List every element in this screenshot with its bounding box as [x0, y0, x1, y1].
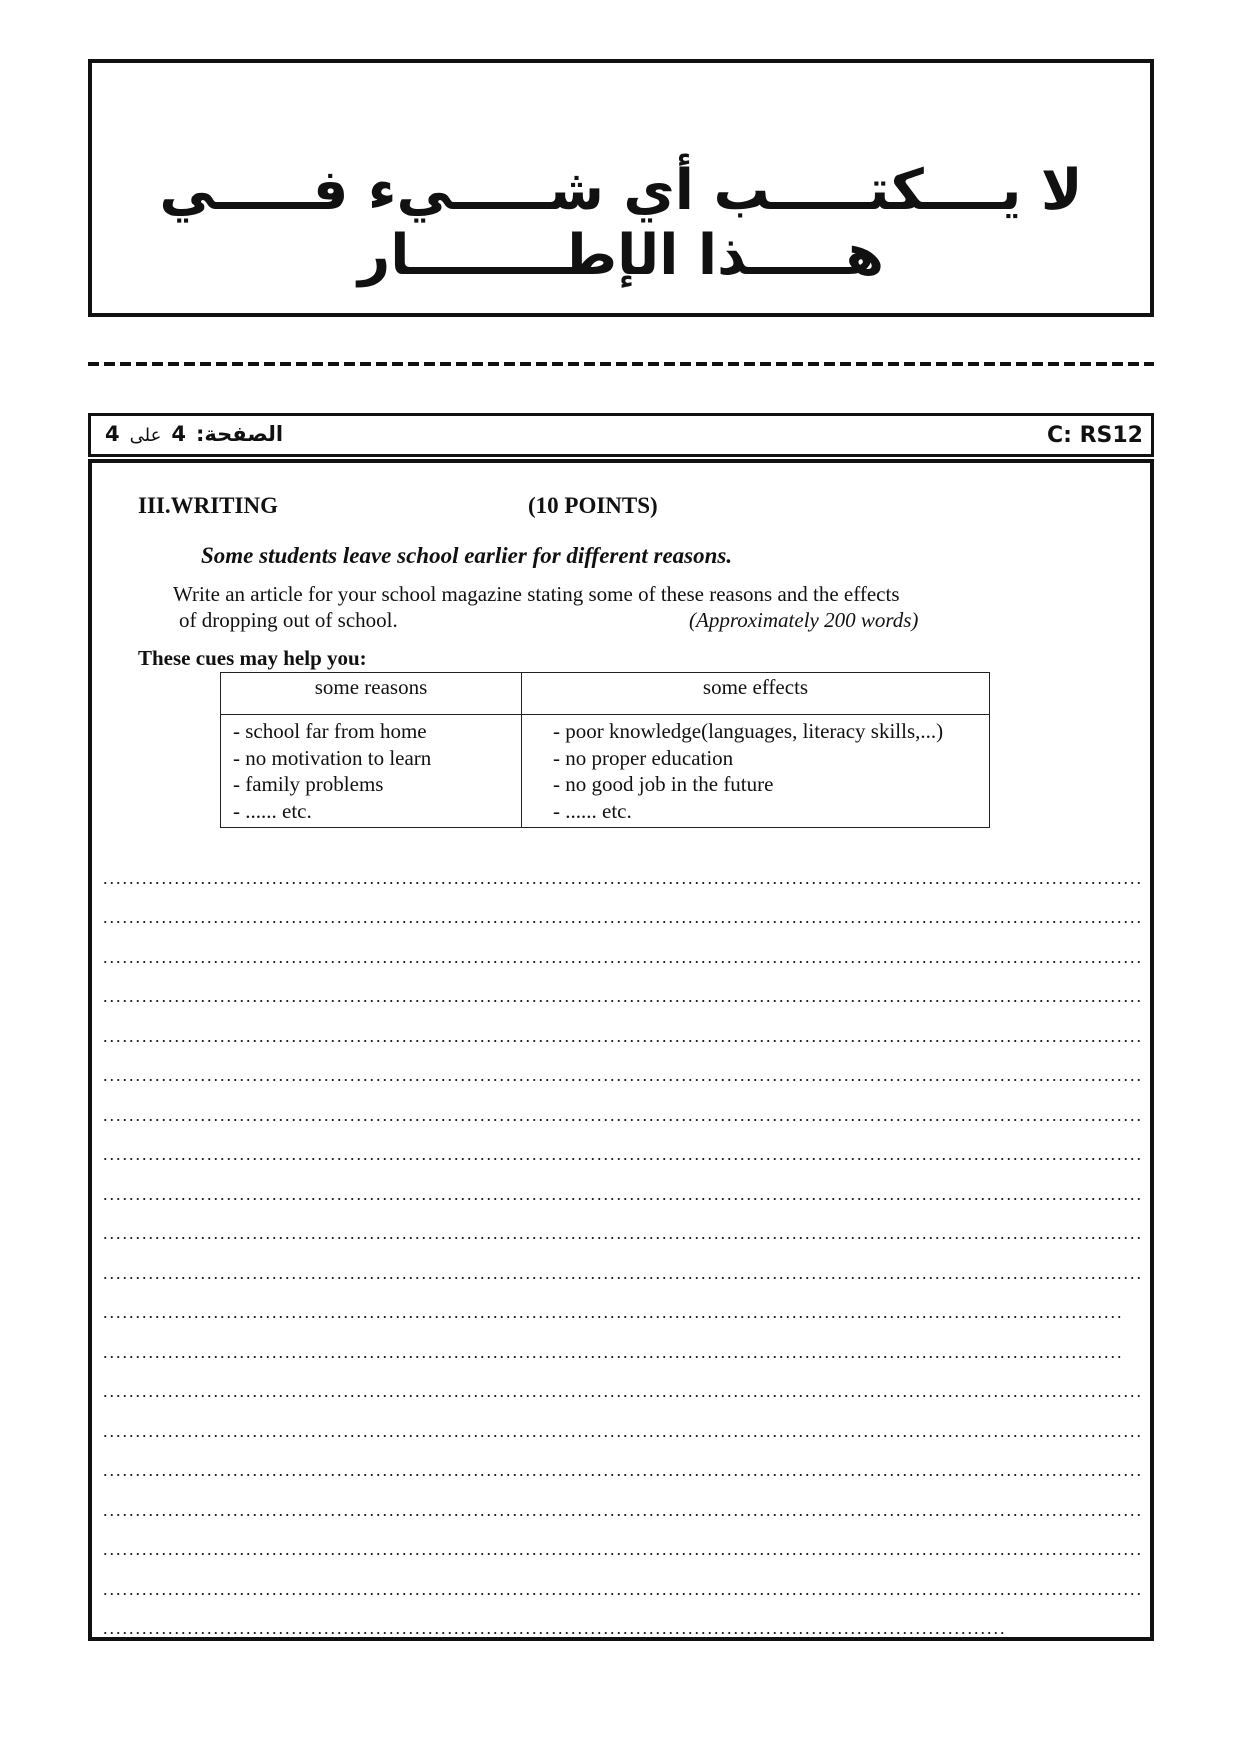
- answer-line[interactable]: [102, 1328, 1142, 1368]
- page-total: 4: [105, 422, 120, 446]
- answer-line[interactable]: [102, 1052, 1142, 1092]
- section-points: (10 POINTS): [528, 493, 658, 518]
- instruction-line-1: Write an article for your school magazine stating some of these reasons and the effects: [173, 582, 900, 606]
- answer-line[interactable]: [102, 1605, 1142, 1645]
- answer-line[interactable]: [102, 854, 1142, 894]
- page-of-label: على: [129, 425, 162, 446]
- answer-line[interactable]: [102, 1289, 1142, 1329]
- reason-item: - ...... etc.: [233, 798, 312, 823]
- answer-line[interactable]: [102, 1565, 1142, 1605]
- effect-item: - no proper education: [553, 745, 734, 770]
- effect-item: - poor knowledge(languages, literacy skills,...): [553, 719, 944, 743]
- answer-line[interactable]: [102, 1170, 1142, 1210]
- answer-line[interactable]: [102, 1526, 1142, 1566]
- page-header-bar: [88, 413, 1154, 457]
- cues-label: These cues may help you:: [138, 646, 367, 670]
- reason-item: - family problems: [233, 772, 384, 796]
- effects-cell: [522, 715, 990, 828]
- header-effects: some effects: [522, 673, 990, 715]
- answer-line[interactable]: [102, 973, 1142, 1013]
- exam-code: C: RS12: [1046, 423, 1143, 448]
- word-count-note: (Approximately 200 words): [689, 608, 919, 632]
- writing-section-box: [88, 459, 1154, 1641]
- answer-line[interactable]: [102, 1012, 1142, 1052]
- reasons-cell: [221, 715, 522, 828]
- reason-item: - school far from home: [233, 719, 427, 743]
- no-writing-box: [88, 59, 1154, 317]
- effect-item: - ...... etc.: [553, 798, 632, 823]
- answer-line[interactable]: [102, 1210, 1142, 1250]
- section-title: III.WRITING: [138, 493, 278, 518]
- answer-line[interactable]: [102, 894, 1142, 934]
- instruction-line-2: of dropping out of school.: [179, 608, 398, 632]
- answer-line[interactable]: [102, 1486, 1142, 1526]
- answer-line[interactable]: [102, 1131, 1142, 1171]
- answer-line[interactable]: [102, 1249, 1142, 1289]
- answer-line[interactable]: [102, 1368, 1142, 1408]
- header-reasons: some reasons: [221, 673, 522, 715]
- no-writing-notice: لا يــــكتـــــب أي شـــــيء فـــــي هـــــذا الإطــــــــار: [159, 158, 1083, 288]
- cut-line-divider: [88, 362, 1154, 366]
- cue-table: [220, 672, 990, 828]
- reason-item: - no motivation to learn: [233, 745, 432, 770]
- writing-topic: Some students leave school earlier for different reasons.: [201, 543, 733, 568]
- answer-line[interactable]: [102, 1447, 1142, 1487]
- effect-item: - no good job in the future: [553, 772, 774, 796]
- page-indicator: [105, 422, 283, 446]
- answer-lines: [102, 854, 1142, 1644]
- page-current: 4: [171, 422, 186, 446]
- answer-line[interactable]: [102, 1407, 1142, 1447]
- page-label: الصفحة:: [195, 422, 284, 446]
- answer-line[interactable]: [102, 1091, 1142, 1131]
- answer-line[interactable]: [102, 933, 1142, 973]
